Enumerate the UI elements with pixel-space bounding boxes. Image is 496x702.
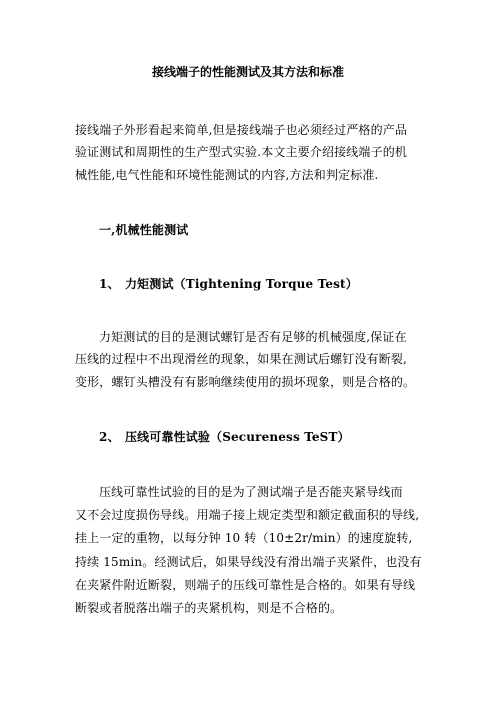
intro-line-2: 验证测试和周期性的生产型式实验.本文主要介绍接线端子的机 [75, 145, 408, 159]
secureness-body-line-3: 挂上一定的重物，以每分钟 10 转（10±2r/min）的速度旋转, [75, 531, 413, 545]
torque-body-line-1: 力矩测试的目的是测试螺钉是否有足够的机械强度,保证在 [99, 330, 407, 344]
secureness-body-line-1: 压线可靠性试验的目的是为了测试端子是否能夹紧导线而 [99, 485, 403, 499]
item-heading-torque [99, 277, 358, 291]
secureness-body-line-5: 在夹紧件附近断裂，则端子的压线可靠性是合格的。如果有导线 [75, 578, 416, 592]
item-heading-secureness [99, 430, 350, 444]
secureness-body-line-4: 持续 15min。经测试后，如果导线没有滑出端子夹紧件，也没有 [75, 555, 422, 569]
item-number: 2、 [99, 430, 120, 444]
section-heading-mechanical: 一,机械性能测试 [99, 223, 189, 237]
item-title: 力矩测试（Tightening Torque Test） [125, 277, 358, 291]
secureness-body-line-2: 又不会过度损伤导线。用端子接上规定类型和额定截面积的导线, [75, 508, 420, 522]
secureness-body-line-6: 断裂或者脱落出端子的夹紧机构，则是不合格的。 [75, 601, 343, 615]
item-title: 压线可靠性试验（Secureness TeST） [125, 430, 350, 444]
intro-line-1: 接线端子外形看起来简单,但是接线端子也必须经过严格的产品 [75, 123, 408, 137]
intro-line-3: 械性能,电气性能和环境性能测试的内容,方法和判定标准. [75, 168, 379, 182]
item-number: 1、 [99, 277, 120, 291]
torque-body-line-3: 变形，螺钉头槽没有有影响继续使用的损坏现象，则是合格的。 [75, 375, 416, 389]
torque-body-line-2: 压线的过程中不出现滑丝的现象，如果在测试后螺钉没有断裂, [75, 352, 408, 366]
document-title: 接线端子的性能测试及其方法和标准 [151, 65, 344, 79]
